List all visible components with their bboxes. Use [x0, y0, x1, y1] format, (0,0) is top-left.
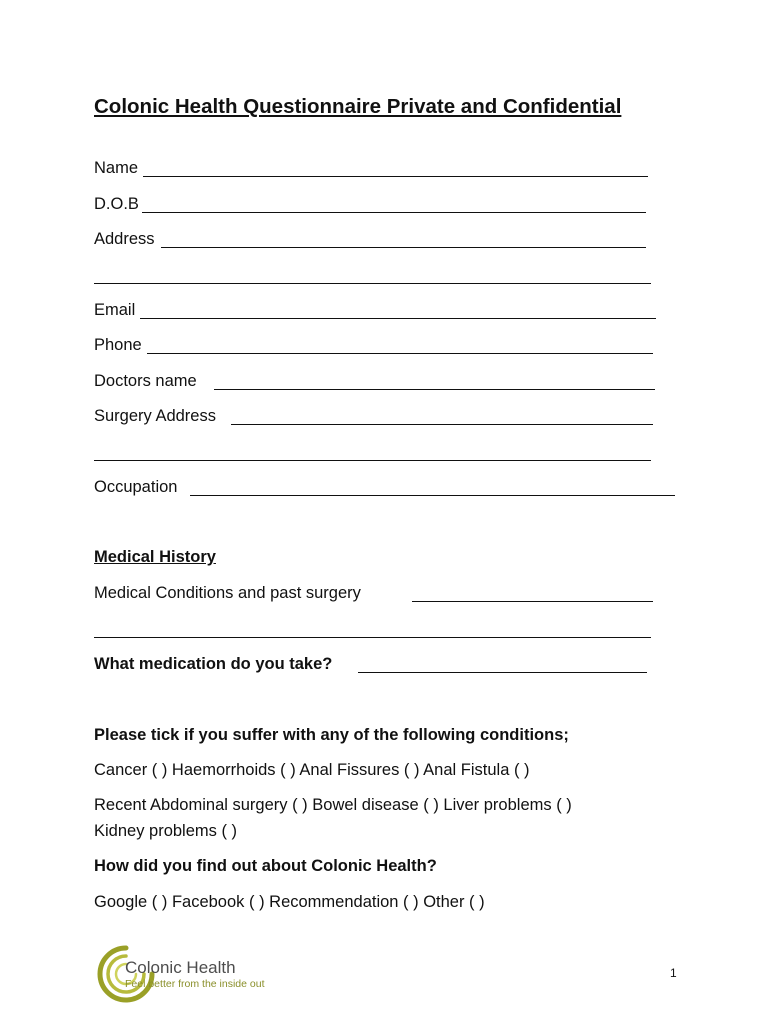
logo-tagline: Feel better from the inside out — [125, 978, 265, 990]
medical-history-heading: Medical History — [94, 548, 216, 566]
conditions-heading: Please tick if you suffer with any of the following conditions; — [94, 726, 569, 744]
medical-conditions-label: Medical Conditions and past surgery — [94, 584, 361, 602]
dob-field[interactable] — [142, 212, 646, 213]
name-field[interactable] — [143, 176, 648, 177]
phone-label: Phone — [94, 336, 142, 354]
dob-label: D.O.B — [94, 195, 139, 213]
medical-conditions-field-line-2[interactable] — [94, 637, 651, 638]
address-field-line-2[interactable] — [94, 283, 651, 284]
phone-field[interactable] — [147, 353, 653, 354]
medication-question: What medication do you take? — [94, 655, 333, 673]
referral-options[interactable]: Google ( ) Facebook ( ) Recommendation ( ) Other ( ) — [94, 893, 485, 911]
surgery-address-label: Surgery Address — [94, 407, 216, 425]
occupation-label: Occupation — [94, 478, 178, 496]
conditions-checklist-line-1[interactable]: Cancer ( ) Haemorrhoids ( ) Anal Fissures ( ) Anal Fistula ( ) — [94, 761, 530, 779]
doctors-name-label: Doctors name — [94, 372, 197, 390]
doctors-name-field[interactable] — [214, 389, 655, 390]
email-field[interactable] — [140, 318, 656, 319]
occupation-field[interactable] — [190, 495, 675, 496]
page-title: Colonic Health Questionnaire Private and Confidential — [94, 95, 622, 118]
medical-conditions-field[interactable] — [412, 601, 653, 602]
logo-brand-text: Colonic Health — [125, 958, 236, 977]
medication-field[interactable] — [358, 672, 647, 673]
referral-question: How did you find out about Colonic Health? — [94, 857, 437, 875]
address-field[interactable] — [161, 247, 646, 248]
surgery-address-field[interactable] — [231, 424, 653, 425]
conditions-checklist-line-3[interactable]: Kidney problems ( ) — [94, 822, 238, 840]
address-label: Address — [94, 230, 155, 248]
name-label: Name — [94, 159, 139, 177]
surgery-address-field-line-2[interactable] — [94, 460, 651, 461]
conditions-checklist-line-2[interactable]: Recent Abdominal surgery ( ) Bowel disease ( ) Liver problems ( ) — [94, 796, 572, 814]
page-number: 1 — [670, 966, 677, 980]
email-label: Email — [94, 301, 136, 319]
